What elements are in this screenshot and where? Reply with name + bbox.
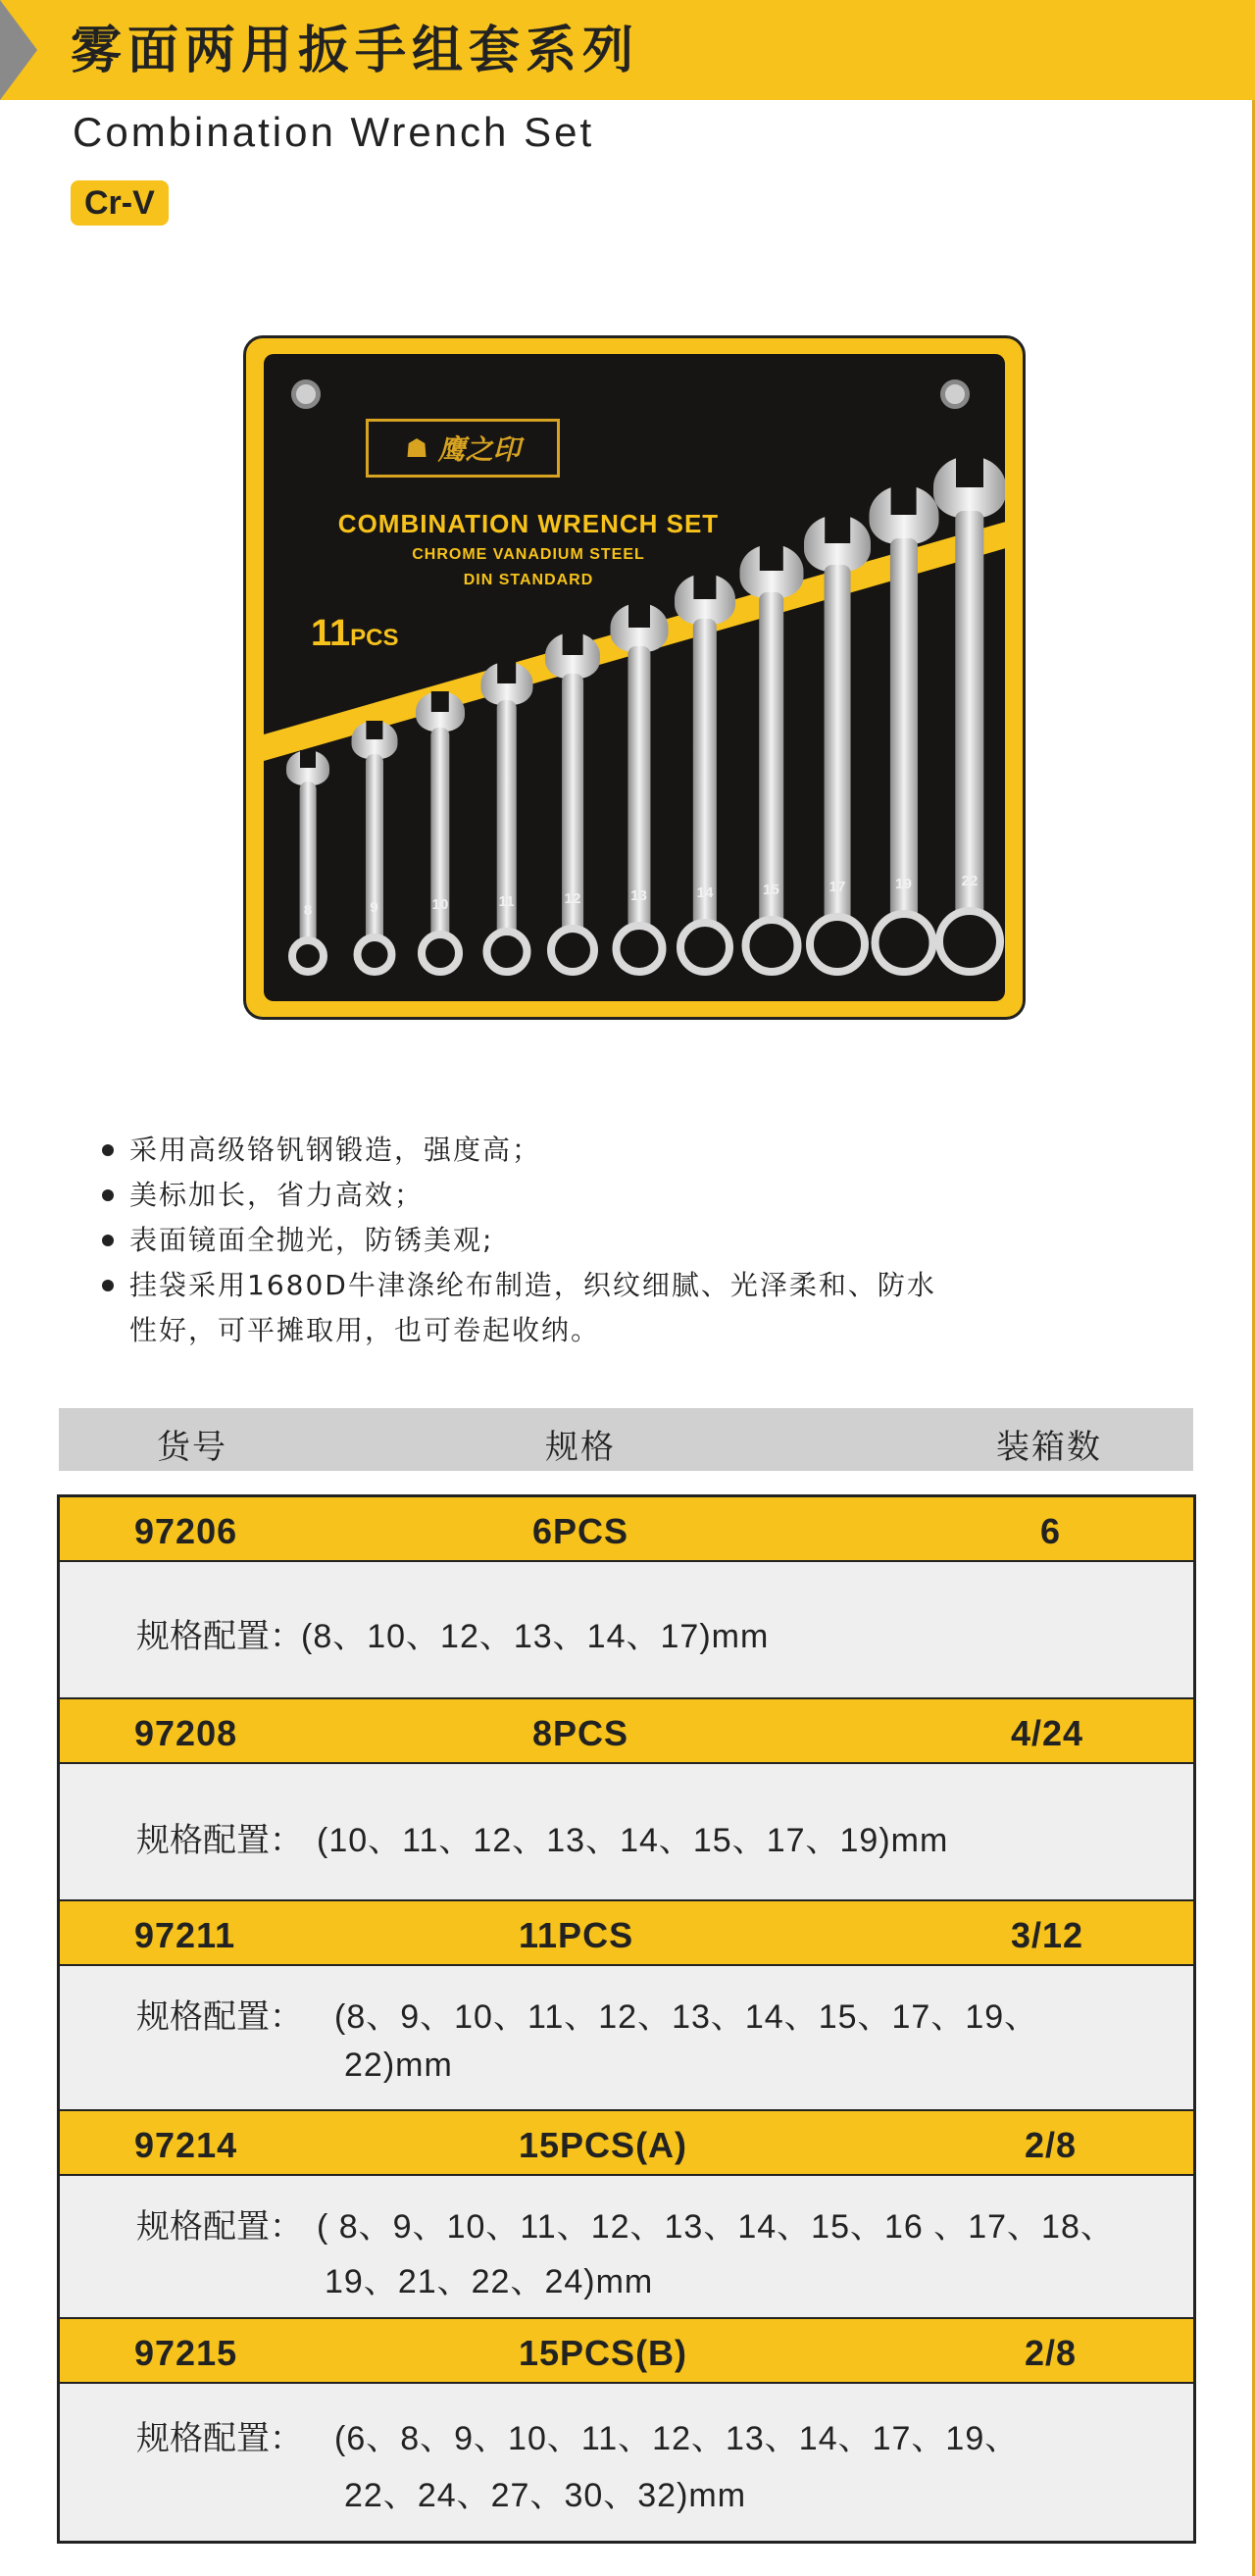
feature-text: 美标加长，省力高效； <box>129 1179 425 1211</box>
wrench-jaw <box>693 574 716 599</box>
config-label: 规格配置： <box>136 2419 303 2458</box>
wrench <box>542 632 603 976</box>
wrench-ring <box>612 922 666 976</box>
wrench-jaw <box>956 456 983 487</box>
wrench-size-label: 19 <box>895 876 912 892</box>
config-label: 规格配置： <box>136 2207 303 2247</box>
wrench-size-label: 9 <box>370 899 378 916</box>
wrench <box>801 515 874 976</box>
wrench-pouch <box>264 354 1005 1001</box>
bullet-icon <box>102 1280 114 1291</box>
item-code: 97206 <box>134 1511 238 1551</box>
brand-logo <box>366 419 560 478</box>
bullet-icon <box>102 1189 114 1201</box>
wrench-shank <box>825 565 851 926</box>
config-label: 规格配置： <box>136 1617 303 1656</box>
config-line: (6、8、9、10、11、12、13、14、17、19、 <box>334 2420 1020 2457</box>
wrench-size-label: 22 <box>961 873 979 889</box>
page-subtitle: Combination Wrench Set <box>73 109 595 155</box>
item-qty: 6 <box>1040 1511 1062 1551</box>
eagle-icon: ☗ <box>405 432 428 463</box>
wrench-ring <box>806 913 869 976</box>
wrench-size-label: 17 <box>828 879 846 895</box>
wrench-size-label: 14 <box>696 884 714 901</box>
wrench-ring <box>353 934 395 976</box>
feature-item <box>98 1128 1079 1173</box>
item-qty: 2/8 <box>1025 2333 1078 2373</box>
feature-list <box>98 1128 1079 1353</box>
header-code: 货号 <box>157 1428 227 1467</box>
set-title: COMBINATION WRENCH SET <box>337 509 720 538</box>
wrench-ring <box>677 919 733 976</box>
item-qty: 2/8 <box>1025 2125 1078 2165</box>
wrench-jaw <box>890 485 917 515</box>
table-row <box>60 2319 1193 2384</box>
feature-text: 挂袋采用1680D牛津涤纶布制造，织纹细腻、光泽柔和、防水性好，可平摊取用，也可卷起收纳。 <box>129 1269 936 1346</box>
header-notch <box>0 0 37 100</box>
wrench <box>283 750 332 976</box>
config-line: (10、11、12、13、14、15、17、19)mm <box>317 1822 949 1859</box>
wrench-ring <box>418 931 463 976</box>
set-material: CHROME VANADIUM STEEL <box>412 546 645 563</box>
item-code: 97214 <box>134 2125 238 2165</box>
wrench-jaw <box>300 750 316 768</box>
wrench-size-label: 12 <box>564 890 581 907</box>
wrench-jaw <box>825 515 850 543</box>
item-spec: 15PCS(B) <box>519 2333 688 2373</box>
item-spec: 15PCS(A) <box>519 2125 688 2165</box>
item-code: 97211 <box>134 1915 236 1955</box>
wrench <box>672 574 738 976</box>
wrench-ring <box>935 907 1004 976</box>
wrench-ring <box>741 916 801 976</box>
config-row <box>60 2384 1193 2541</box>
config-line: (8、9、10、11、12、13、14、15、17、19、 <box>334 1998 1039 2036</box>
header-qty: 装箱数 <box>996 1428 1102 1467</box>
wrench <box>413 691 468 976</box>
wrench-size-label: 13 <box>630 887 647 904</box>
wrench-size-label: 8 <box>303 902 313 919</box>
wrench <box>477 662 535 976</box>
config-line: 22)mm <box>344 2046 453 2084</box>
item-qty: 4/24 <box>1011 1713 1084 1753</box>
config-line: 22、24、27、30、32)mm <box>344 2477 747 2514</box>
feature-item <box>98 1218 1079 1263</box>
config-line: 19、21、22、24)mm <box>325 2263 654 2300</box>
piece-count-suffix: PCS <box>350 625 399 651</box>
piece-count-number: 11 <box>311 613 351 654</box>
wrench-shank <box>693 619 717 930</box>
wrench-ring <box>871 910 936 976</box>
config-row <box>60 1966 1193 2111</box>
product-image <box>243 335 1026 1020</box>
config-line: ( 8、9、10、11、12、13、14、15、16 、17、18、 <box>317 2208 1115 2246</box>
config-row <box>60 1764 1193 1901</box>
wrench <box>736 544 806 976</box>
feature-item <box>98 1173 1079 1218</box>
item-qty: 3/12 <box>1011 1915 1084 1955</box>
wrench-ring <box>547 925 598 976</box>
wrench-size-label: 15 <box>763 882 779 898</box>
item-code: 97215 <box>134 2333 238 2373</box>
config-row <box>60 1562 1193 1699</box>
item-spec: 6PCS <box>532 1511 629 1551</box>
wrench-shank <box>889 538 917 924</box>
brand-name: 鹰之印 <box>437 433 521 466</box>
config-line: (8、10、12、13、14、17)mm <box>301 1618 770 1655</box>
wrench-shank <box>300 782 317 944</box>
wrench-ring <box>288 936 327 976</box>
bullet-icon <box>102 1144 114 1156</box>
table-row <box>60 1699 1193 1764</box>
wrench <box>348 721 400 976</box>
wrench-shank <box>955 511 983 921</box>
wrench <box>607 603 671 976</box>
header-spec: 规格 <box>545 1428 616 1467</box>
wrench-jaw <box>431 691 449 712</box>
table-row <box>60 2111 1193 2176</box>
bullet-icon <box>102 1235 114 1246</box>
wrench-shank <box>759 592 784 928</box>
wrench-jaw <box>497 662 517 683</box>
wrench-ring <box>482 928 530 976</box>
spec-table <box>57 1494 1196 2544</box>
material-badge: Cr-V <box>71 180 169 226</box>
wrench-size-label: 11 <box>498 893 515 910</box>
feature-text: 表面镜面全抛光，防锈美观; <box>129 1224 494 1256</box>
set-standard: DIN STANDARD <box>463 572 594 588</box>
item-spec: 8PCS <box>532 1713 629 1753</box>
grommet-icon <box>291 379 321 409</box>
wrench-jaw <box>628 603 650 628</box>
piece-count <box>311 613 399 655</box>
page-title: 雾面两用扳手组套系列 <box>71 22 640 80</box>
table-header <box>59 1408 1193 1471</box>
item-spec: 11PCS <box>519 1915 634 1955</box>
config-row <box>60 2176 1193 2319</box>
wrench-size-label: 10 <box>431 896 449 913</box>
table-row <box>60 1497 1193 1562</box>
feature-item <box>98 1263 951 1353</box>
grommet-icon <box>940 379 970 409</box>
config-label: 规格配置： <box>136 1821 303 1860</box>
wrench-jaw <box>759 544 782 571</box>
table-row <box>60 1901 1193 1966</box>
wrench-jaw <box>563 632 583 655</box>
feature-text: 采用高级铬钒钢锻造，强度高； <box>129 1134 542 1166</box>
wrench-jaw <box>366 721 382 739</box>
config-label: 规格配置： <box>136 1997 303 2037</box>
item-code: 97208 <box>134 1713 238 1753</box>
wrench <box>930 456 1005 976</box>
